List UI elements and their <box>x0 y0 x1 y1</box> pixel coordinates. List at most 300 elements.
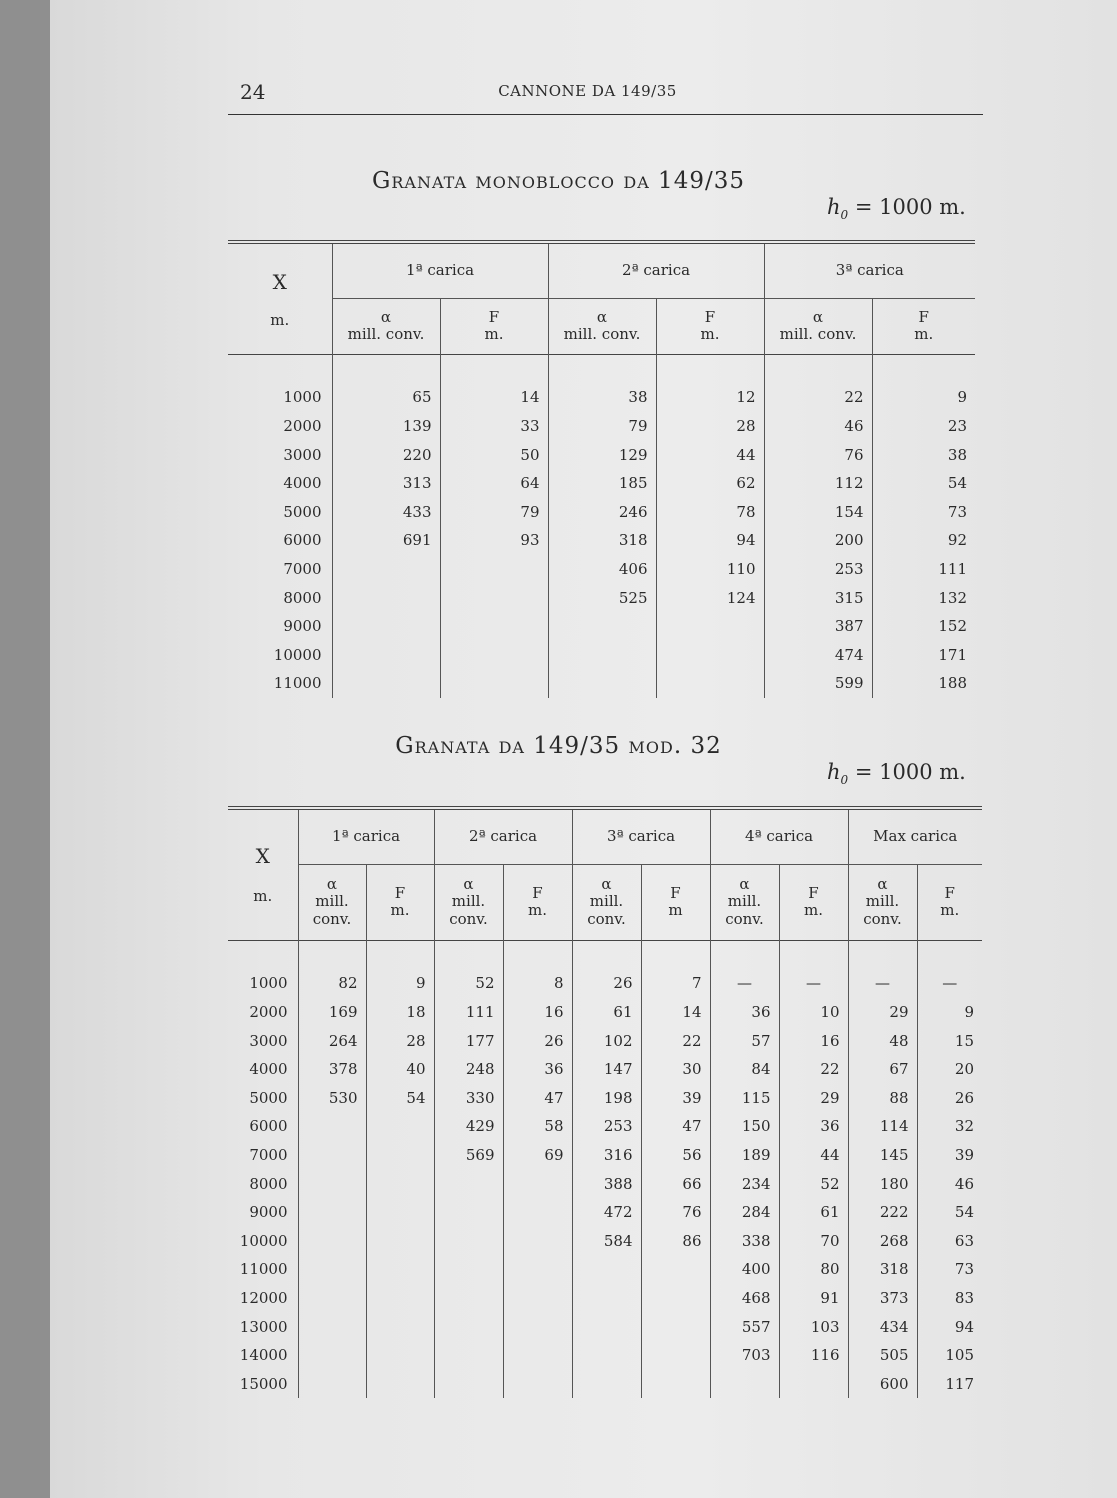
range-cell: 6000 <box>249 1117 288 1136</box>
f-cell: 47 <box>641 1112 710 1141</box>
alpha-cell <box>572 1255 641 1284</box>
alpha-cell: 313 <box>332 469 440 498</box>
alpha-cell <box>298 1226 366 1255</box>
alpha-cell: 406 <box>548 555 656 584</box>
table-row <box>228 1255 982 1284</box>
alpha-cell <box>332 555 440 584</box>
f-cell <box>366 1255 434 1284</box>
alpha-cell: 472 <box>572 1198 641 1227</box>
f-cell: 8 <box>503 969 572 998</box>
range-cell: 2000 <box>249 1002 288 1021</box>
table1-charge-3: 3ª carica <box>764 242 975 298</box>
alpha-cell: 373 <box>848 1284 917 1313</box>
running-head: CANNONE DA 149/35 <box>498 82 677 100</box>
alpha-cell: 264 <box>298 1026 366 1055</box>
f-cell: 52 <box>779 1169 848 1198</box>
table2-f-3: F m <box>641 864 710 940</box>
table-row <box>228 1369 982 1398</box>
f-cell <box>503 1284 572 1313</box>
table-row <box>228 640 975 669</box>
table2-title: Granata da 149/35 mod. 32 <box>395 733 722 759</box>
spacer-cell <box>298 940 366 969</box>
range-cell: 15000 <box>239 1374 288 1393</box>
f-cell: 33 <box>440 412 548 441</box>
f-cell <box>503 1341 572 1370</box>
f-cell <box>503 1198 572 1227</box>
table-row <box>228 526 975 555</box>
alpha-cell: — <box>848 969 917 998</box>
range-cell: 10000 <box>239 1231 288 1250</box>
alpha-cell: 180 <box>848 1169 917 1198</box>
range-cell: 4000 <box>283 474 322 493</box>
f-cell <box>641 1369 710 1398</box>
alpha-cell: 248 <box>434 1055 503 1084</box>
table-row <box>228 612 975 641</box>
f-cell: 44 <box>779 1141 848 1170</box>
table-row <box>228 1055 982 1084</box>
alpha-cell: 584 <box>572 1226 641 1255</box>
f-cell: 152 <box>872 612 975 641</box>
table1-charge-1: 1ª carica <box>332 242 548 298</box>
range-cell: 13000 <box>239 1317 288 1336</box>
alpha-cell: 189 <box>710 1141 779 1170</box>
table1-body <box>228 354 975 698</box>
table2-f-5: F m. <box>917 864 982 940</box>
table1-col-x: X m. <box>270 269 290 329</box>
alpha-cell: 253 <box>572 1112 641 1141</box>
table2-alpha-2: α mill. conv. <box>434 864 503 940</box>
page-number: 24 <box>240 80 266 104</box>
range-cell: 9000 <box>283 617 322 636</box>
table-row <box>228 1169 982 1198</box>
f-cell <box>366 1141 434 1170</box>
alpha-cell: 433 <box>332 497 440 526</box>
table-row <box>228 583 975 612</box>
f-cell: 83 <box>917 1284 982 1313</box>
table-row <box>228 969 982 998</box>
alpha-cell: 691 <box>332 526 440 555</box>
f-cell <box>366 1312 434 1341</box>
alpha-cell: 185 <box>548 469 656 498</box>
spacer-cell <box>872 354 975 383</box>
alpha-cell <box>298 1112 366 1141</box>
range-cell: 10000 <box>273 645 322 664</box>
spacer-cell <box>440 354 548 383</box>
alpha-cell: 284 <box>710 1198 779 1227</box>
f-cell: 7 <box>641 969 710 998</box>
table2-f-2: F m. <box>503 864 572 940</box>
table-row <box>228 469 975 498</box>
f-cell <box>366 1112 434 1141</box>
f-cell <box>779 1369 848 1398</box>
f-cell <box>366 1226 434 1255</box>
alpha-cell: 330 <box>434 1083 503 1112</box>
f-cell: 93 <box>440 526 548 555</box>
alpha-cell: 111 <box>434 998 503 1027</box>
table1-f-3: F m. <box>872 298 975 354</box>
spacer-cell <box>917 940 982 969</box>
spacer-cell <box>228 354 332 383</box>
f-cell: 94 <box>656 526 764 555</box>
f-cell: 73 <box>917 1255 982 1284</box>
f-cell: 44 <box>656 440 764 469</box>
alpha-cell <box>548 640 656 669</box>
f-cell: 79 <box>440 497 548 526</box>
table2-f-1: F m. <box>366 864 434 940</box>
table1-alpha-3: α mill. conv. <box>764 298 872 354</box>
spacer-cell <box>503 940 572 969</box>
table1-f-1: F m. <box>440 298 548 354</box>
f-cell <box>503 1312 572 1341</box>
f-cell: 94 <box>917 1312 982 1341</box>
f-cell: 39 <box>917 1141 982 1170</box>
f-cell <box>503 1255 572 1284</box>
alpha-cell: 169 <box>298 998 366 1027</box>
range-cell: 1000 <box>283 388 322 407</box>
range-cell: 9000 <box>249 1203 288 1222</box>
table-row <box>228 998 982 1027</box>
alpha-cell: 246 <box>548 497 656 526</box>
table1-title: Granata monoblocco da 149/35 <box>372 168 745 194</box>
f-cell <box>503 1369 572 1398</box>
table2-charge-max: Max carica <box>848 808 982 864</box>
f-cell <box>366 1341 434 1370</box>
alpha-cell <box>434 1169 503 1198</box>
f-cell <box>440 640 548 669</box>
range-cell: 5000 <box>249 1088 288 1107</box>
f-cell: 58 <box>503 1112 572 1141</box>
f-cell <box>440 612 548 641</box>
f-cell <box>503 1226 572 1255</box>
alpha-cell: 525 <box>548 583 656 612</box>
table1 <box>228 240 975 698</box>
f-cell <box>656 669 764 698</box>
f-cell: 110 <box>656 555 764 584</box>
range-cell: 12000 <box>239 1288 288 1307</box>
table-row <box>228 1112 982 1141</box>
table1-header <box>228 242 975 354</box>
alpha-cell: 318 <box>848 1255 917 1284</box>
alpha-cell <box>434 1312 503 1341</box>
alpha-cell: 703 <box>710 1341 779 1370</box>
alpha-cell: 22 <box>764 383 872 412</box>
table-row <box>228 669 975 698</box>
f-cell: 36 <box>779 1112 848 1141</box>
spacer-cell <box>848 940 917 969</box>
f-cell: 28 <box>366 1026 434 1055</box>
f-cell: 54 <box>917 1198 982 1227</box>
alpha-cell: 65 <box>332 383 440 412</box>
alpha-cell: 474 <box>764 640 872 669</box>
alpha-cell <box>434 1284 503 1313</box>
table2-col-x: X m. <box>253 843 273 905</box>
f-cell: 22 <box>641 1026 710 1055</box>
table-row <box>228 497 975 526</box>
alpha-cell: 234 <box>710 1169 779 1198</box>
f-cell <box>641 1341 710 1370</box>
f-cell: 91 <box>779 1284 848 1313</box>
f-cell: 26 <box>917 1083 982 1112</box>
f-cell <box>656 640 764 669</box>
alpha-cell: 557 <box>710 1312 779 1341</box>
alpha-cell: 145 <box>848 1141 917 1170</box>
alpha-cell <box>572 1284 641 1313</box>
alpha-cell <box>548 669 656 698</box>
f-cell <box>440 669 548 698</box>
alpha-cell: 378 <box>298 1055 366 1084</box>
alpha-cell: 505 <box>848 1341 917 1370</box>
f-cell: 69 <box>503 1141 572 1170</box>
f-cell: 73 <box>872 497 975 526</box>
f-cell: 12 <box>656 383 764 412</box>
f-cell: 117 <box>917 1369 982 1398</box>
table2-alpha-5: α mill. conv. <box>848 864 917 940</box>
f-cell: 30 <box>641 1055 710 1084</box>
f-cell: 80 <box>779 1255 848 1284</box>
f-cell: 10 <box>779 998 848 1027</box>
alpha-cell <box>332 669 440 698</box>
range-cell: 8000 <box>249 1174 288 1193</box>
f-cell <box>366 1284 434 1313</box>
alpha-cell: 61 <box>572 998 641 1027</box>
f-cell: 40 <box>366 1055 434 1084</box>
f-cell <box>440 583 548 612</box>
alpha-cell: 52 <box>434 969 503 998</box>
f-cell: — <box>917 969 982 998</box>
table2-f-4: F m. <box>779 864 848 940</box>
spacer-cell <box>710 940 779 969</box>
table1-alpha-1: α mill. conv. <box>332 298 440 354</box>
alpha-cell: 599 <box>764 669 872 698</box>
table-row <box>228 1341 982 1370</box>
alpha-cell: 315 <box>764 583 872 612</box>
spacer-cell <box>764 354 872 383</box>
range-cell: 11000 <box>273 674 322 693</box>
alpha-cell <box>434 1341 503 1370</box>
f-cell: 50 <box>440 440 548 469</box>
table2-alpha-3: α mill. conv. <box>572 864 641 940</box>
alpha-cell <box>298 1284 366 1313</box>
range-cell: 5000 <box>283 502 322 521</box>
f-cell: 54 <box>366 1083 434 1112</box>
alpha-cell: 530 <box>298 1083 366 1112</box>
table-row <box>228 1141 982 1170</box>
table2 <box>228 806 982 1398</box>
f-cell: 76 <box>641 1198 710 1227</box>
alpha-cell <box>434 1369 503 1398</box>
f-cell: 63 <box>917 1226 982 1255</box>
spacer-cell <box>366 940 434 969</box>
alpha-cell: 150 <box>710 1112 779 1141</box>
alpha-cell: 569 <box>434 1141 503 1170</box>
spacer-cell <box>434 940 503 969</box>
table-row <box>228 1226 982 1255</box>
f-cell: 38 <box>872 440 975 469</box>
alpha-cell <box>548 612 656 641</box>
f-cell: 28 <box>656 412 764 441</box>
range-cell: 14000 <box>239 1346 288 1365</box>
alpha-cell <box>298 1341 366 1370</box>
f-cell <box>503 1169 572 1198</box>
f-cell: — <box>779 969 848 998</box>
alpha-cell: 318 <box>548 526 656 555</box>
alpha-cell <box>572 1341 641 1370</box>
table2-alpha-1: α mill. conv. <box>298 864 366 940</box>
table2-header <box>228 808 982 940</box>
alpha-cell: 38 <box>548 383 656 412</box>
alpha-cell: — <box>710 969 779 998</box>
alpha-cell <box>298 1198 366 1227</box>
alpha-cell: 268 <box>848 1226 917 1255</box>
table-row <box>228 412 975 441</box>
f-cell: 47 <box>503 1083 572 1112</box>
spacer-cell <box>332 354 440 383</box>
f-cell: 15 <box>917 1026 982 1055</box>
alpha-cell <box>434 1255 503 1284</box>
f-cell: 26 <box>503 1026 572 1055</box>
alpha-cell <box>434 1226 503 1255</box>
alpha-cell: 200 <box>764 526 872 555</box>
table-row <box>228 1026 982 1055</box>
alpha-cell: 154 <box>764 497 872 526</box>
f-cell: 14 <box>440 383 548 412</box>
f-cell <box>366 1198 434 1227</box>
range-cell: 1000 <box>249 974 288 993</box>
f-cell: 39 <box>641 1083 710 1112</box>
f-cell: 103 <box>779 1312 848 1341</box>
alpha-cell: 198 <box>572 1083 641 1112</box>
alpha-cell: 600 <box>848 1369 917 1398</box>
alpha-cell: 177 <box>434 1026 503 1055</box>
alpha-cell: 434 <box>848 1312 917 1341</box>
alpha-cell <box>298 1369 366 1398</box>
table-row <box>228 555 975 584</box>
alpha-cell: 26 <box>572 969 641 998</box>
spacer-cell <box>548 354 656 383</box>
f-cell: 46 <box>917 1169 982 1198</box>
f-cell: 86 <box>641 1226 710 1255</box>
table-row <box>228 383 975 412</box>
alpha-cell: 102 <box>572 1026 641 1055</box>
spacer-row <box>228 354 975 383</box>
f-cell: 66 <box>641 1169 710 1198</box>
f-cell: 9 <box>917 998 982 1027</box>
table-row <box>228 1198 982 1227</box>
alpha-cell: 79 <box>548 412 656 441</box>
f-cell: 18 <box>366 998 434 1027</box>
alpha-cell: 36 <box>710 998 779 1027</box>
range-cell: 7000 <box>283 559 322 578</box>
page-header <box>190 80 985 110</box>
range-cell: 2000 <box>283 416 322 435</box>
f-cell <box>641 1284 710 1313</box>
f-cell: 62 <box>656 469 764 498</box>
f-cell: 64 <box>440 469 548 498</box>
table2-body <box>228 940 982 1398</box>
table2-h0: $h_0 = 1000$ m. <box>827 760 966 788</box>
table2-charge-3: 3ª carica <box>572 808 710 864</box>
f-cell: 20 <box>917 1055 982 1084</box>
alpha-cell: 115 <box>710 1083 779 1112</box>
range-cell: 4000 <box>249 1060 288 1079</box>
alpha-cell <box>710 1369 779 1398</box>
alpha-cell: 88 <box>848 1083 917 1112</box>
range-cell: 11000 <box>239 1260 288 1279</box>
alpha-cell <box>332 612 440 641</box>
alpha-cell <box>434 1198 503 1227</box>
f-cell: 16 <box>503 998 572 1027</box>
alpha-cell: 253 <box>764 555 872 584</box>
alpha-cell: 338 <box>710 1226 779 1255</box>
spacer-row <box>228 940 982 969</box>
f-cell: 16 <box>779 1026 848 1055</box>
alpha-cell: 29 <box>848 998 917 1027</box>
alpha-cell: 67 <box>848 1055 917 1084</box>
table1-f-2: F m. <box>656 298 764 354</box>
table-row <box>228 1312 982 1341</box>
alpha-cell: 220 <box>332 440 440 469</box>
f-cell: 78 <box>656 497 764 526</box>
header-rule <box>228 114 983 115</box>
spacer-cell <box>656 354 764 383</box>
f-cell: 132 <box>872 583 975 612</box>
alpha-cell <box>298 1255 366 1284</box>
f-cell: 32 <box>917 1112 982 1141</box>
f-cell: 124 <box>656 583 764 612</box>
f-cell: 22 <box>779 1055 848 1084</box>
alpha-cell: 147 <box>572 1055 641 1084</box>
f-cell: 188 <box>872 669 975 698</box>
spacer-cell <box>779 940 848 969</box>
table2-charge-4: 4ª carica <box>710 808 848 864</box>
alpha-cell: 46 <box>764 412 872 441</box>
table1-charge-2: 2ª carica <box>548 242 764 298</box>
table2-alpha-4: α mill. conv. <box>710 864 779 940</box>
f-cell: 70 <box>779 1226 848 1255</box>
f-cell: 36 <box>503 1055 572 1084</box>
f-cell: 105 <box>917 1341 982 1370</box>
f-cell: 116 <box>779 1341 848 1370</box>
range-cell: 3000 <box>283 445 322 464</box>
alpha-cell: 82 <box>298 969 366 998</box>
f-cell: 54 <box>872 469 975 498</box>
alpha-cell: 316 <box>572 1141 641 1170</box>
alpha-cell <box>298 1169 366 1198</box>
table2-charge-2: 2ª carica <box>434 808 572 864</box>
alpha-cell: 388 <box>572 1169 641 1198</box>
alpha-cell: 48 <box>848 1026 917 1055</box>
f-cell: 171 <box>872 640 975 669</box>
spacer-cell <box>641 940 710 969</box>
spacer-cell <box>572 940 641 969</box>
f-cell: 61 <box>779 1198 848 1227</box>
alpha-cell: 400 <box>710 1255 779 1284</box>
alpha-cell <box>298 1141 366 1170</box>
table-row <box>228 440 975 469</box>
alpha-cell: 129 <box>548 440 656 469</box>
table-row <box>228 1083 982 1112</box>
range-cell: 6000 <box>283 531 322 550</box>
range-cell: 7000 <box>249 1145 288 1164</box>
f-cell: 29 <box>779 1083 848 1112</box>
alpha-cell <box>572 1312 641 1341</box>
alpha-cell: 76 <box>764 440 872 469</box>
alpha-cell: 139 <box>332 412 440 441</box>
f-cell <box>366 1169 434 1198</box>
f-cell: 9 <box>872 383 975 412</box>
alpha-cell <box>298 1312 366 1341</box>
table1-alpha-2: α mill. conv. <box>548 298 656 354</box>
